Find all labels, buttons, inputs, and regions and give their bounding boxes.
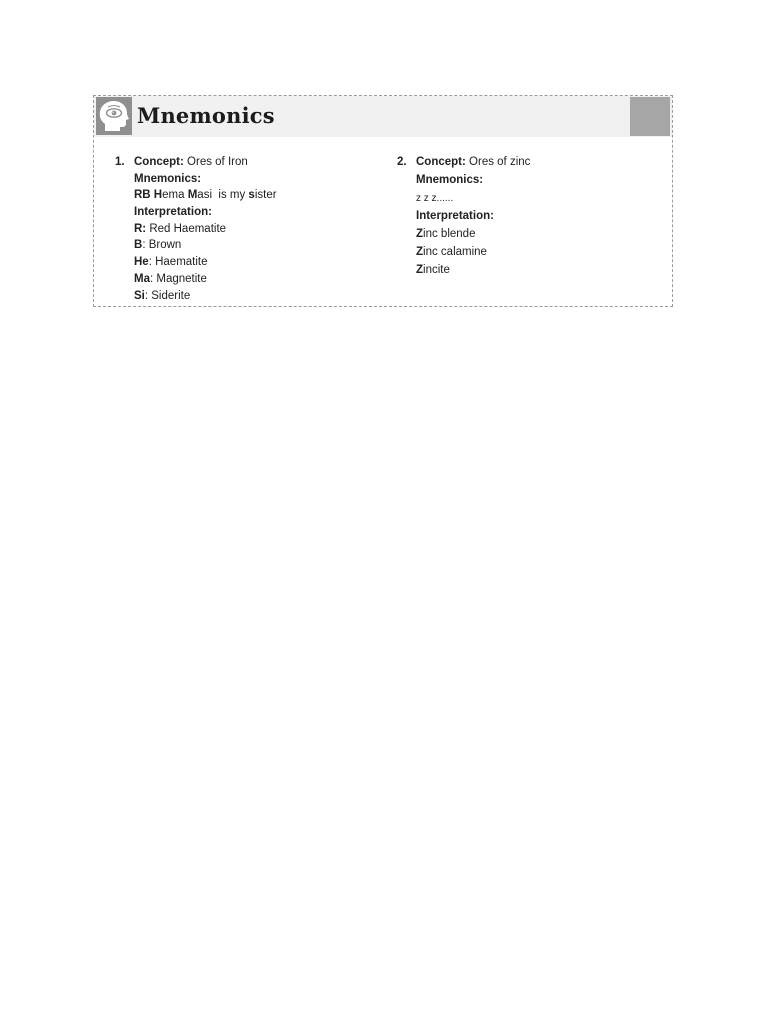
head-eye-icon bbox=[96, 97, 132, 135]
interpretation-item: Zinc calamine bbox=[416, 246, 487, 258]
concept-label: Concept: bbox=[134, 156, 184, 168]
mnemonic-phrase: z z z...... bbox=[416, 193, 454, 204]
concept-number: 1. bbox=[115, 156, 125, 168]
interpretation-item: He: Haematite bbox=[134, 256, 208, 269]
section-title: Mnemonics bbox=[137, 103, 275, 128]
interpretation-item: R: Red Haematite bbox=[134, 222, 227, 235]
concept-value: Ores of zinc bbox=[465, 156, 531, 168]
mnemonics-box bbox=[93, 95, 673, 307]
header-corner-block bbox=[630, 97, 670, 136]
mnemonics-label: Mnemonics: bbox=[134, 172, 202, 185]
interpretation-label: Interpretation: bbox=[134, 206, 212, 219]
mnemonic-phrase: RB Hema Masi is my sister bbox=[134, 189, 277, 202]
concept-value: Ores of Iron bbox=[183, 156, 248, 168]
interpretation-item: Zincite bbox=[416, 264, 450, 276]
interpretation-item: B: Brown bbox=[134, 239, 182, 252]
interpretation-item: Si: Siderite bbox=[134, 289, 191, 302]
concept-label: Concept: bbox=[416, 156, 466, 168]
interpretation-label: Interpretation: bbox=[416, 210, 494, 222]
concept-number: 2. bbox=[397, 156, 407, 168]
mnemonics-label: Mnemonics: bbox=[416, 174, 484, 186]
interpretation-item: Ma: Magnetite bbox=[134, 272, 207, 285]
mnemonics-header bbox=[94, 96, 672, 137]
concept-line bbox=[416, 154, 530, 172]
concept-line bbox=[134, 154, 277, 171]
interpretation-item: Zinc blende bbox=[416, 228, 476, 240]
